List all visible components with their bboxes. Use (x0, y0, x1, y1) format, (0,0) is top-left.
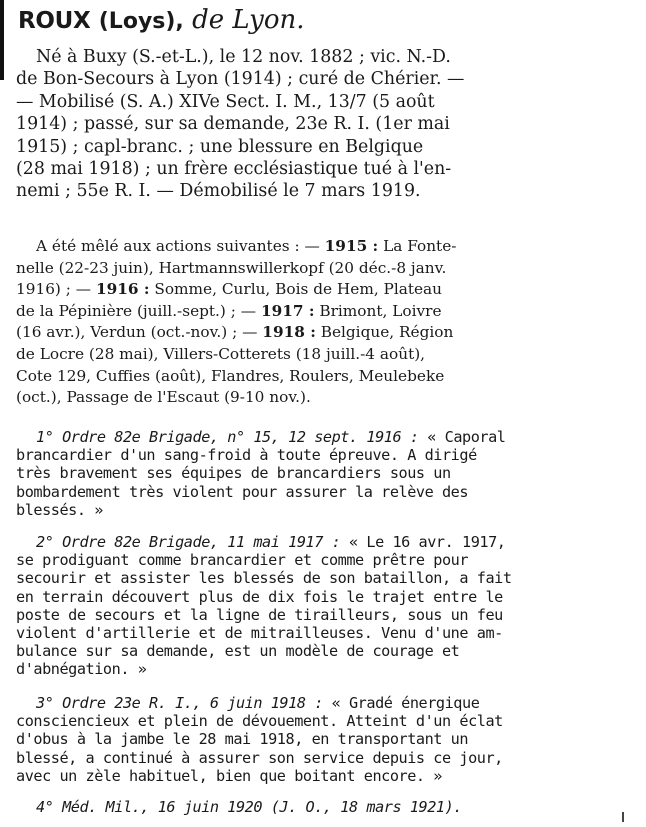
citation-reference: Ordre 23e R. I., 6 juin 1918 : (62, 694, 323, 712)
actions-line (16, 322, 634, 344)
biography-line: Né à Buxy (S.-et-L.), le 12 nov. 1882 ; vic. N.-D. (36, 47, 451, 67)
year-1918: 1918 : (262, 323, 316, 342)
margin-mark (622, 812, 624, 822)
citation-line (16, 428, 634, 446)
citation-line (16, 798, 634, 816)
heading-surname: ROUX (18, 8, 91, 34)
actions-line (16, 236, 634, 258)
biography-line: 1915) ; capl-branc. ; une blessure en Belgique (16, 136, 424, 157)
biography-line: de Bon-Secours à Lyon (1914) ; curé de Chérier. — (16, 69, 465, 90)
actions-line: Cote 129, Cuffies (août), Flandres, Roulers, Meulebeke (16, 366, 445, 385)
biography-line: nemi ; 55e R. I. — Démobilisé le 7 mars 1919. (16, 181, 421, 202)
citation-2 (16, 533, 634, 679)
citation-line: très bravement ses équipes de brancardiers sous un (16, 464, 451, 483)
actions-text: Somme, Curlu, Bois de Hem, Plateau (149, 280, 443, 299)
biography-paragraph (16, 46, 634, 203)
citation-line: brancardier d'un sang-froid à toute épreuve. A dirigé (16, 446, 477, 465)
actions-line: nelle (22-23 juin), Hartmannswillerkopf (20 déc.-8 janv. (16, 258, 447, 277)
citation-line: se prodiguant comme brancardier et comme prêtre pour (16, 551, 469, 570)
citation-number: 3° (36, 694, 63, 712)
citation-line: avec un zèle habituel, bien que boitant encore. » (16, 766, 442, 785)
actions-line (16, 279, 634, 301)
biography-line: — Mobilisé (S. A.) XIVe Sect. I. M., 13/7 (5 août (16, 91, 435, 112)
biography-line: 1914) ; passé, sur sa demande, 23e R. I. (1er mai (16, 114, 450, 135)
citation-reference: Ordre 82e Brigade, n° 15, 12 sept. 1916 : (62, 428, 419, 446)
citation-line (16, 694, 634, 712)
citation-number: 4° (36, 798, 63, 816)
citation-1 (16, 428, 634, 519)
entry-heading (18, 4, 638, 38)
actions-text: Belgique, Région (315, 323, 454, 342)
actions-line: de Locre (28 mai), Villers-Cotterets (18 juill.-4 août), (16, 344, 426, 363)
heading-given-name: (Loys), (98, 9, 184, 34)
citation-line: secourir et assister les blessés de son bataillon, a fait (16, 569, 512, 588)
citation-line: d'obus à la jambe le 28 mai 1918, en transportant un (16, 730, 469, 749)
citation-line: violent d'artillerie et de mitrailleuses. Venu d'une am- (16, 624, 503, 643)
citation-text: « Le 16 avr. 1917, (340, 533, 506, 551)
citation-line: poste de secours et la ligne de tirailleurs, sous un feu (16, 605, 503, 624)
actions-paragraph (16, 236, 634, 409)
actions-text: 1916) ; — (16, 280, 96, 299)
citation-line: en terrain découvert plus de dix fois le trajet entre le (16, 587, 503, 606)
citation-text: « Gradé énergique (322, 694, 480, 712)
citation-line: bulance sur sa demande, est un modèle de courage et (16, 642, 460, 661)
citation-line: consciencieux et plein de dévouement. Atteint d'un éclat (16, 712, 503, 731)
citation-reference: Ordre 82e Brigade, 11 mai 1917 : (62, 533, 341, 551)
citation-4 (16, 798, 634, 816)
citation-text: « Caporal (418, 428, 506, 446)
actions-text: Brimont, Loivre (314, 301, 442, 320)
actions-text: La Fonte- (378, 237, 457, 255)
citation-3 (16, 694, 634, 785)
actions-intro: A été mêlé aux actions suivantes : — (36, 237, 325, 255)
citation-line: bombardement très violent pour assurer la relève des (16, 482, 469, 501)
citation-number: 2° (36, 533, 63, 551)
margin-rule (0, 0, 4, 80)
year-1916: 1916 : (95, 280, 150, 299)
actions-text: (16 avr.), Verdun (oct.-nov.) ; — (16, 323, 263, 342)
citation-reference: Méd. Mil., 16 juin 1920 (J. O., 18 mars 1921). (62, 798, 463, 816)
biography-line: (28 mai 1918) ; un frère ecclésiastique tué à l'en- (16, 159, 452, 180)
citation-line (16, 533, 634, 551)
actions-line: (oct.), Passage de l'Escaut (9-10 nov.). (16, 388, 311, 407)
citation-line: d'abnégation. » (16, 660, 147, 679)
heading-place: de Lyon. (192, 5, 305, 35)
actions-line (16, 301, 634, 323)
year-1917: 1917 : (260, 301, 315, 320)
year-1915: 1915 : (324, 237, 379, 255)
citation-number: 1° (36, 428, 63, 446)
citation-line: blessé, a continué à assurer son service depuis ce jour, (16, 748, 503, 767)
actions-text: de la Pépinière (juill.-sept.) ; — (16, 301, 261, 320)
citation-line: blessés. » (16, 500, 103, 519)
